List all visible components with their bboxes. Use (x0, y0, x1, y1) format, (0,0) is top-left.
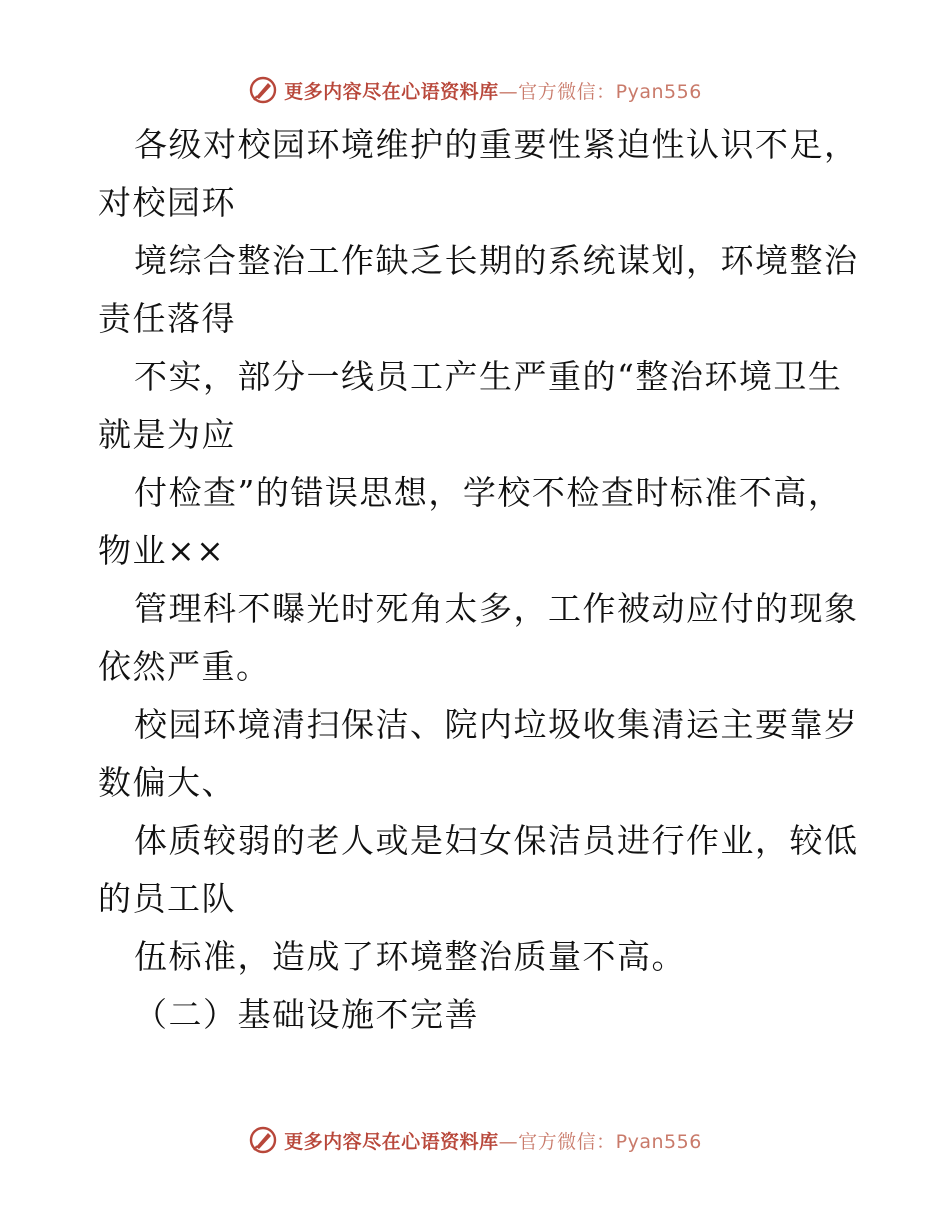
body-line: 物业×× (98, 531, 226, 570)
header-banner-text (284, 77, 702, 104)
body-line: 数偏大、 (98, 763, 236, 802)
body-line: 境综合整治工作缺乏长期的系统谋划，环境整治 (134, 241, 859, 280)
quill-pen-logo-icon (248, 75, 278, 105)
footer-banner-text (284, 1127, 702, 1154)
footer-banner (0, 1122, 950, 1158)
body-line: 付检查”的错误思想，学校不检查时标准不高， (134, 473, 843, 512)
body-line: 就是为应 (98, 415, 236, 454)
body-line: 各级对校园环境维护的重要性紧迫性认识不足， (134, 125, 859, 164)
body-line: 的员工队 (98, 879, 236, 918)
header-banner (0, 72, 950, 108)
footer-banner-rest: —官方微信：Pyan556 (498, 1130, 702, 1153)
body-line: 不实，部分一线员工产生严重的“整治环境卫生 (134, 357, 843, 396)
body-line: 体质较弱的老人或是妇女保洁员进行作业，较低 (134, 821, 859, 860)
quill-pen-logo-icon (248, 1125, 278, 1155)
header-banner-lead: 更多内容尽在心语资料库 (284, 80, 499, 103)
document-body (98, 116, 858, 1044)
header-banner-rest: —官方微信：Pyan556 (498, 80, 702, 103)
body-line: 责任落得 (98, 299, 236, 338)
body-line: 对校园环 (98, 183, 236, 222)
body-line: 管理科不曝光时死角太多，工作被动应付的现象 (134, 589, 859, 628)
body-line: 依然严重。 (98, 647, 271, 686)
body-line: 伍标准，造成了环境整治质量不高。 (134, 937, 686, 976)
section-heading: （二）基础设施不完善 (134, 995, 479, 1034)
footer-banner-lead: 更多内容尽在心语资料库 (284, 1130, 499, 1153)
body-line: 校园环境清扫保洁、院内垃圾收集清运主要靠岁 (134, 705, 859, 744)
